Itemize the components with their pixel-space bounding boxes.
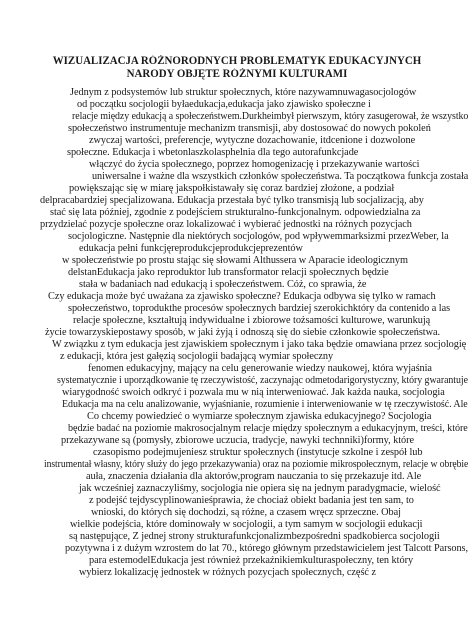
body-text-line: uniwersalne i ważne dla wszystkich członków społeczeństwa. Ta początkowa funkcja została [92,171,469,182]
body-text-line: powiększając się w miarę jakspołkistawały się coraz bardziej złożone, a podział [69,183,395,194]
body-text-line: od początku socjologii byłaedukacja,edukacja jako zjawisko społeczne i [77,99,371,110]
body-text-line: para estemodelEdukacja jest również przekaźnikiemkulturaspołeczny, ten który [89,555,414,566]
body-text-line: życie towarzyskiepostawy sposób, w jaki żyją i odnoszą się do siebie członkowie społeczeństwa. [45,327,441,338]
body-text-line: społeczeństwo, toprodukthe procesów społecznych bardziej szerokichktóry da contenido a las [68,303,451,314]
document-title-line-1: WIZUALIZACJA RÓŻNORODNYCH PROBLEMATYK EDUKACYJNYCH [52,55,422,67]
body-text-line: wybierz lokalizację jednostek w różnych pozycjach społecznych, część z [79,567,376,578]
body-text-line: z edukacji, która jest gałęzią socjologii badającą wymiar społeczny [60,351,334,362]
body-text-line: społeczeństwo instrumentuje mechanizm transmisji, aby dostosować do nowych pokoleń [68,123,431,134]
body-text-line: w społeczeństwie po prostu stając się słowami Althussera w Aparacie ideologicznym [62,255,408,266]
body-text-line: relacje między edukacją a społeczeństwem.Durkheimbył pierwszym, który zasugerował, że wszystko [72,111,469,122]
body-text-line: stała w badaniach nad edukacją i społeczeństwem. Cóż, co sprawia, że [79,279,367,290]
body-text-line: włączyć do życia społecznego, poprzez homogenizację i przekazywanie wartości [89,159,420,170]
body-text-line: społeczne. Edukacja i wbetonlaszkolasphelnia dla tego autorafunkcjade [67,147,359,158]
body-text-line: delstanEdukacja jako reproduktor lub transformator relacji społecznych będzie [68,267,389,278]
body-text-line: socjologiczne. Następnie dla niektórych socjologów, pod wpływemmarksizmi przezWeber, la [68,231,449,242]
body-text-line: wiarygodność swoich odkryć i pozwala mu w nią interweniować. Jak każda nauka, socjologia [62,387,445,398]
body-text-line: z podejść tejdyscyplinowanieśprawia, że chociaż obiekt badania jest ten sam, to [89,495,414,506]
body-text-line: wnioski, do których się dochodzi, są różne, a czasem wręcz sprzeczne. Obaj [91,507,401,518]
document-title-line-2: NARODY OBJĘTE RÓŻNYMI KULTURAMI [126,68,348,80]
body-text-line: czasopismo podejmujeniesz struktur społecznych (instytucje szkolne i zespół lub [93,447,423,458]
body-text-line: Edukacja ma na celu analizowanie, wyjaśnianie, rozumienie i interweniowanie w tę rzeczywistość. Ale [62,399,468,410]
body-text-line: W związku z tym edukacja jest zjawiskiem społecznym i jako taka będzie omawiana przez socjologię [52,339,467,350]
body-text-line: jak wcześniej zaznaczyliśmy, socjologia nie opiera się na jednym paradygmacie, wielość [79,483,441,494]
body-text-line: relacje społeczne, kształtują indywidualne i zbiorowe tożsamości kulturowe, warunkują [73,315,431,326]
body-text-line: edukacja pełni funkcjęreprodukcjeprodukcjeprezentów [79,243,303,254]
body-text-line: auła, znaczenia działania dla aktorów,program nauczania to się przekazuje itd. Ale [86,471,422,482]
body-text-line: będzie badać na poziomie makrosocjalnym relacje między społecznym a edukacyjnym, treści, które [68,423,468,434]
body-text-line: przekazywane są (pomysły, zbiorowe uczucia, tradycje, nawyki technniki)formy, które [61,435,415,446]
body-text-line: Co chcemy powiedzieć o wymiarze społecznym zjawiska edukacyjnego? Socjologia [87,411,432,422]
body-text-line: systematycznie i uporządkowanie tę rzeczywistość, zaczynając odmetodarigorystyczny, który gwarantuje [57,375,468,386]
body-text-line: zwyczaj wartości, preferencje, wytyczne dozachowanie, itdcenione i dozwolone [89,135,416,146]
body-text-line: Jednym z podsystemów lub struktur społecznych, które nazywamnuwagasocjologów [70,87,417,98]
body-text-line: wielkie podejścia, które dominowały w socjologii, a tym samym w socjologii edukacji [70,519,423,530]
body-text-line: są następujące, Z jednej strony strukturafunkcjonalizmbezpośredni spadkobierca socjologii [69,531,440,542]
body-text-line: instrumentał własny, który służy do jego przekazywania) oraz na poziomie mikrospołecznym, relacje w obrębie [44,459,469,470]
body-text-line: fenomen edukacyjny, mający na celu generowanie wiedzy naukowej, która wyjaśnia [88,363,432,374]
body-text-line: pozytywna i z dużym wzrostem do lat 70., którego głównym przedstawicielem jest Talcott Parsons, [65,543,468,554]
body-text-line: przydzielać pozycje społeczne oraz lokalizować i wybierać jednostki na różnych pozycjach [40,219,412,230]
body-text-line: Czy edukacja może być uważana za zjawisko społeczne? Edukacja odbywa się tylko w ramach [48,291,436,302]
body-text-line: delpracabardziej specjalizowana. Edukacja przestała być tylko transmisją lub socjalizacją, aby [40,195,424,206]
body-text-line: stać się lata później, zgodnie z podejściem strukturalno-funkcjonalnym. odpowiedzialna za [50,207,421,218]
